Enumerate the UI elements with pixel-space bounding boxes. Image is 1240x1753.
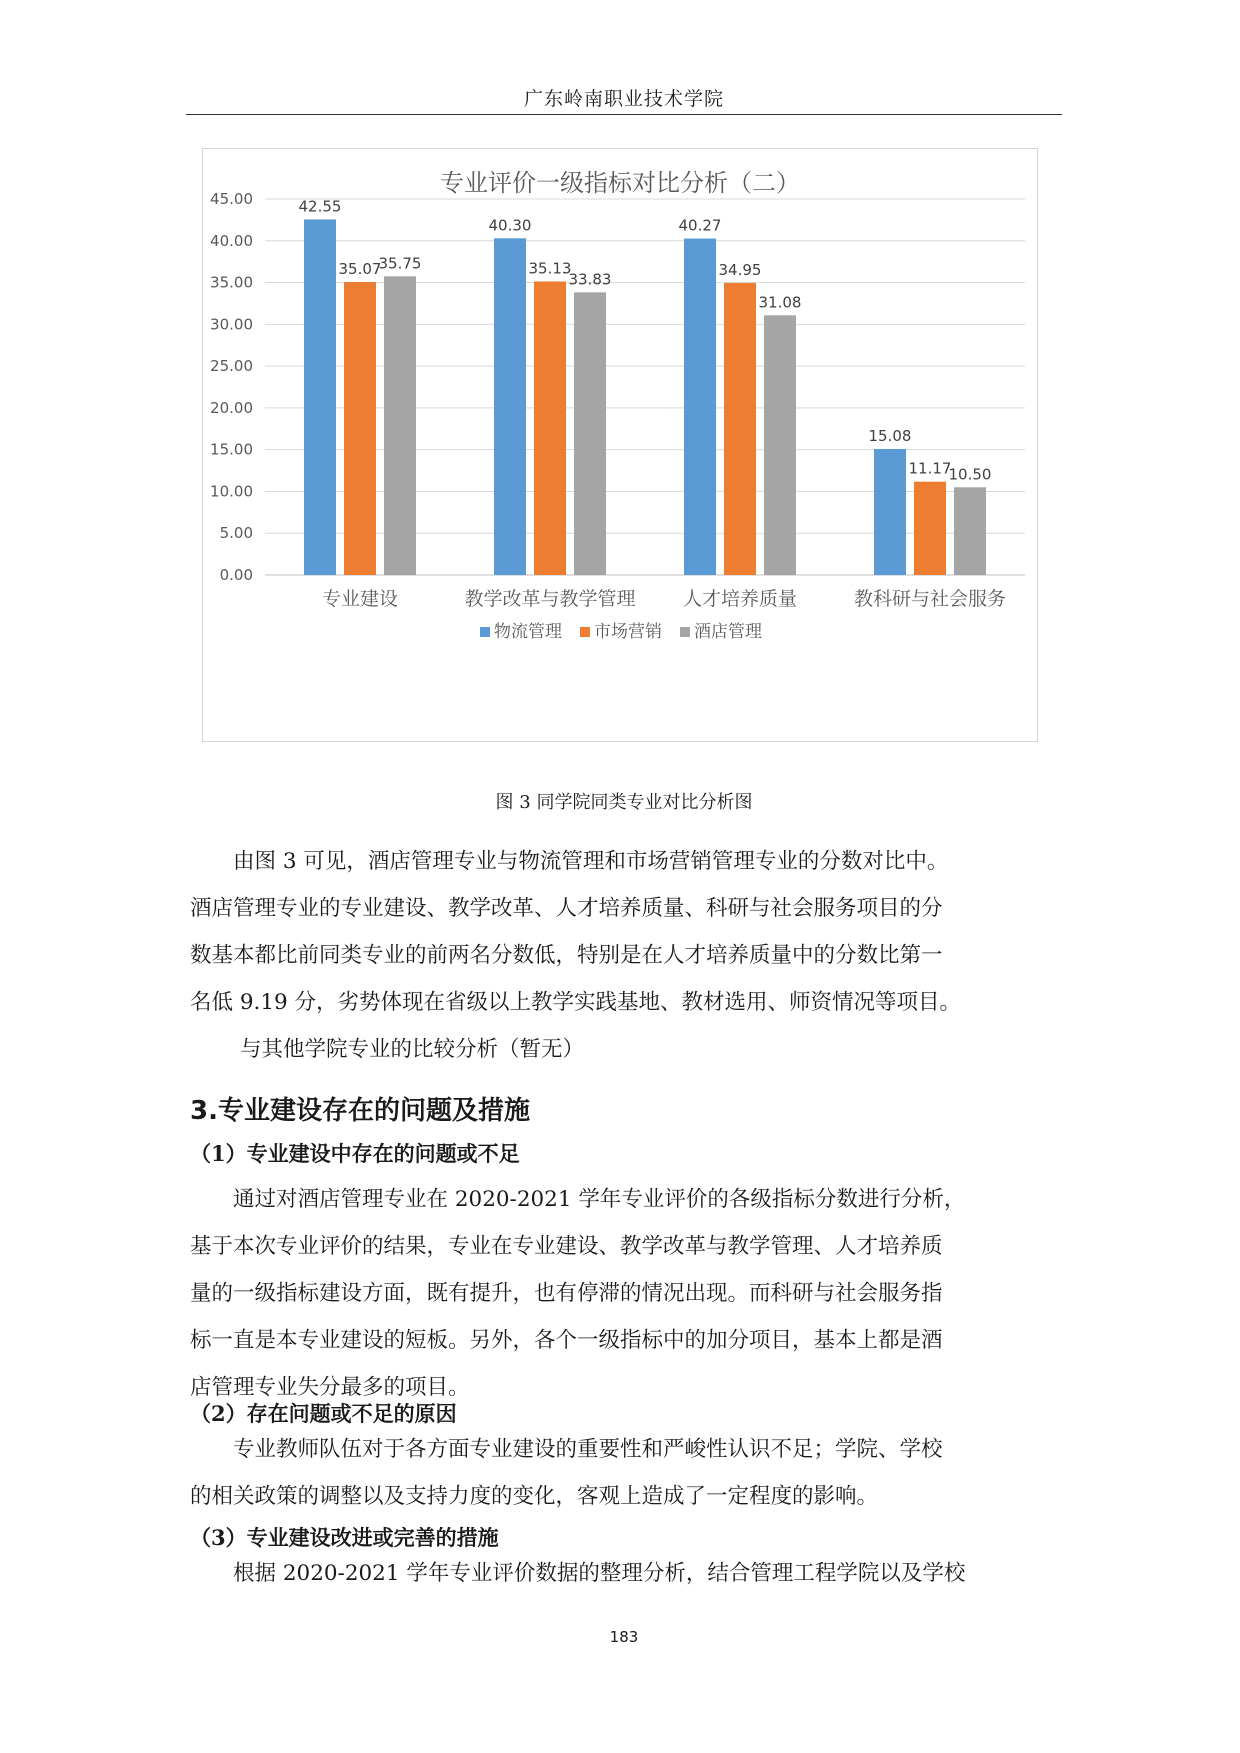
bar — [724, 283, 756, 575]
bar-chart — [202, 148, 1038, 742]
paragraph-analysis — [190, 838, 1056, 1026]
y-tick-label: 30.00 — [210, 315, 253, 334]
data-label: 34.95 — [718, 260, 762, 279]
section-heading: 3.专业建设存在的问题及措施 — [190, 1096, 530, 1126]
data-label: 35.07 — [338, 259, 382, 278]
bar — [384, 276, 416, 575]
chart-legend — [480, 622, 762, 642]
text-line: 基于本次专业评价的结果，专业在专业建设、教学改革与教学管理、人才培养质 — [190, 1234, 943, 1259]
paragraph-other-college — [190, 1026, 1106, 1073]
data-label: 42.55 — [298, 197, 342, 216]
bar — [874, 449, 906, 575]
text-line: 由图 3 可见，酒店管理专业与物流管理和市场营销管理专业的分数对比中。 — [233, 849, 949, 874]
text-line: 专业教师队伍对于各方面专业建设的重要性和严峻性认识不足；学院、学校 — [233, 1437, 943, 1462]
data-label: 40.30 — [488, 216, 532, 235]
data-label: 33.83 — [568, 270, 612, 289]
paragraph-measures — [190, 1550, 1056, 1597]
bar — [304, 219, 336, 575]
paragraph-causes — [190, 1426, 1056, 1520]
header-rule — [186, 114, 1062, 115]
data-label: 35.13 — [528, 259, 572, 278]
chart-bars — [304, 216, 986, 575]
y-tick-label: 10.00 — [210, 482, 253, 501]
legend-label: 市场营销 — [594, 622, 662, 642]
legend-swatch — [580, 627, 590, 637]
data-label: 35.75 — [378, 254, 422, 273]
bar-chart-svg — [203, 149, 1037, 741]
y-tick-label: 40.00 — [210, 231, 253, 250]
text-line: 酒店管理专业的专业建设、教学改革、人才培养质量、科研与社会服务项目的分 — [190, 896, 943, 921]
text-line: 根据 2020-2021 学年专业评价数据的整理分析，结合管理工程学院以及学校 — [233, 1561, 966, 1586]
text-line: 量的一级指标建设方面，既有提升，也有停滞的情况出现。而科研与社会服务指 — [190, 1281, 943, 1306]
text-line: 通过对酒店管理专业在 2020-2021 学年专业评价的各级指标分数进行分析， — [233, 1187, 966, 1212]
text-line: 数基本都比前同类专业的前两名分数低，特别是在人才培养质量中的分数比第一 — [190, 943, 943, 968]
bar — [344, 282, 376, 575]
text-line: 标一直是本专业建设的短板。另外，各个一级指标中的加分项目，基本上都是酒 — [190, 1328, 943, 1353]
x-axis-ticks — [322, 588, 1006, 610]
bar — [764, 315, 796, 575]
figure-caption: 图 3 同学院同类专业对比分析图 — [495, 792, 753, 813]
data-label: 10.50 — [948, 465, 992, 484]
data-label: 11.17 — [908, 459, 952, 478]
subsection-heading-3: （3）专业建设改进或完善的措施 — [190, 1525, 499, 1550]
text-line: 名低 9.19 分，劣势体现在省级以上教学实践基地、教材选用、师资情况等项目。 — [190, 990, 962, 1015]
y-tick-label: 0.00 — [219, 566, 253, 584]
x-tick-label: 教科研与社会服务 — [853, 588, 1007, 610]
page-number: 183 — [609, 1628, 639, 1646]
legend-label: 酒店管理 — [694, 622, 762, 642]
text-line: 的相关政策的调整以及支持力度的变化，客观上造成了一定程度的影响。 — [190, 1484, 879, 1509]
data-label: 31.08 — [758, 293, 802, 312]
text-line: 店管理专业失分最多的项目。 — [190, 1375, 470, 1400]
y-tick-label: 20.00 — [210, 398, 253, 417]
paragraph-problems — [190, 1176, 1056, 1411]
legend-swatch — [480, 627, 490, 637]
x-tick-label: 专业建设 — [321, 588, 399, 610]
bar — [574, 292, 606, 575]
y-tick-label: 25.00 — [210, 357, 253, 376]
text-line: 与其他学院专业的比较分析（暂无） — [240, 1037, 585, 1062]
bar — [954, 487, 986, 575]
y-tick-label: 35.00 — [210, 273, 253, 292]
y-axis-ticks — [210, 190, 253, 584]
bar — [914, 482, 946, 575]
x-tick-label: 人才培养质量 — [682, 588, 798, 610]
data-label: 15.08 — [868, 426, 912, 445]
y-tick-label: 5.00 — [219, 524, 253, 543]
data-label: 40.27 — [678, 216, 722, 235]
bar — [494, 238, 526, 575]
y-tick-label: 45.00 — [210, 190, 253, 208]
page-header: 广东岭南职业技术学院 — [523, 88, 724, 110]
y-tick-label: 15.00 — [210, 440, 253, 459]
legend-label: 物流管理 — [494, 622, 562, 642]
bar — [684, 239, 716, 575]
chart-title: 专业评价一级指标对比分析（二） — [440, 169, 800, 197]
subsection-heading-2: （2）存在问题或不足的原因 — [190, 1401, 457, 1426]
bar — [534, 281, 566, 575]
x-tick-label: 教学改革与教学管理 — [464, 588, 636, 610]
legend-swatch — [680, 627, 690, 637]
subsection-heading-1: （1）专业建设中存在的问题或不足 — [190, 1141, 520, 1166]
